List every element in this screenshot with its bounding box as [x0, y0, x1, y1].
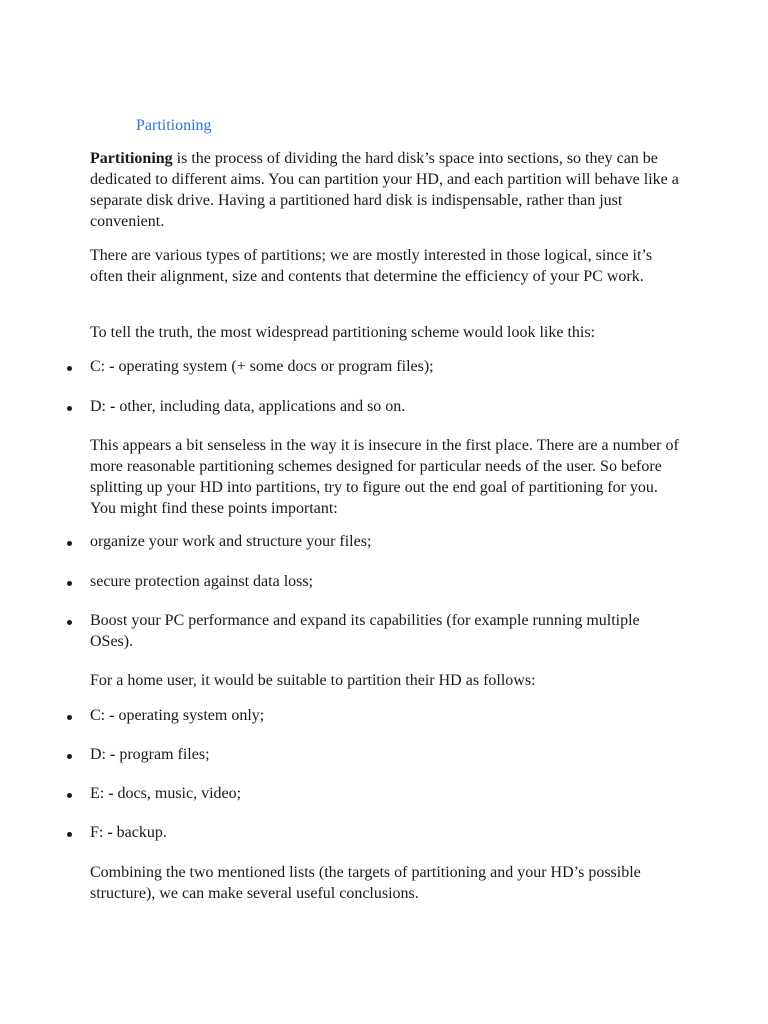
bullet-icon	[67, 832, 72, 837]
intro-text: is the process of dividing the hard disk’s space into sections, so they can be dedicated to different aims. You can partition your HD, and each partition will behave like a separate disk drive. Having a partitioned hard disk is indispensable, rather than just convenient.	[90, 150, 679, 230]
list-item	[90, 705, 680, 726]
drive-letter: C:	[90, 707, 106, 724]
bullet-icon	[67, 754, 72, 759]
list-item	[90, 783, 680, 804]
list-item	[90, 822, 680, 843]
drive-letter: C:	[90, 358, 106, 375]
drive-letter: D:	[90, 746, 106, 763]
bullet-icon	[67, 541, 72, 546]
separator: -	[106, 746, 120, 763]
bullet-icon	[67, 406, 72, 411]
bullet-icon	[67, 793, 72, 798]
separator: -	[105, 358, 119, 375]
senseless-paragraph: This appears a bit senseless in the way it is insecure in the first place. There are a number of more reasonable partitioning schemes designed for particular needs of the user. So before splitting up your HD into partitions, try to figure out the end goal of partitioning for you. You might find these points important:	[90, 437, 679, 517]
list-item-text: operating system only;	[118, 707, 265, 724]
bullet-icon	[67, 620, 72, 625]
bullet-icon	[67, 715, 72, 720]
list-item	[90, 744, 680, 765]
separator: -	[103, 824, 117, 841]
separator: -	[105, 707, 119, 724]
scheme-intro-paragraph: To tell the truth, the most widespread partitioning scheme would look like this:	[90, 324, 596, 341]
list-item: secure protection against data loss;	[90, 573, 314, 590]
home-user-paragraph: For a home user, it would be suitable to partition their HD as follows:	[90, 672, 536, 689]
drive-letter: F:	[90, 824, 104, 841]
intro-bold-term: Partitioning	[90, 150, 173, 167]
list-item-text: docs, music, video;	[117, 785, 242, 802]
section-heading: Partitioning	[136, 117, 212, 134]
list-item	[90, 396, 680, 417]
list-item-text: other, including data, applications and so on.	[119, 398, 406, 415]
bullet-icon	[67, 581, 72, 586]
separator: -	[104, 785, 118, 802]
separator: -	[106, 398, 120, 415]
list-item-text: backup.	[116, 824, 167, 841]
drive-letter: D:	[90, 398, 106, 415]
list-item-text: program files;	[119, 746, 210, 763]
types-paragraph: There are various types of partitions; we are mostly interested in those logical, since it’s often their alignment, size and contents that determine the efficiency of your PC work.	[90, 247, 653, 285]
list-item-text: operating system (+ some docs or program files);	[118, 358, 434, 375]
drive-letter: E:	[90, 785, 105, 802]
conclusion-paragraph: Combining the two mentioned lists (the targets of partitioning and your HD’s possible structure), we can make several useful conclusions.	[90, 864, 641, 902]
list-item: Boost your PC performance and expand its capabilities (for example running multiple OSes).	[90, 612, 640, 650]
intro-paragraph	[90, 148, 680, 232]
list-item: organize your work and structure your files;	[90, 533, 372, 550]
bullet-icon	[67, 366, 72, 371]
list-item	[90, 356, 680, 377]
